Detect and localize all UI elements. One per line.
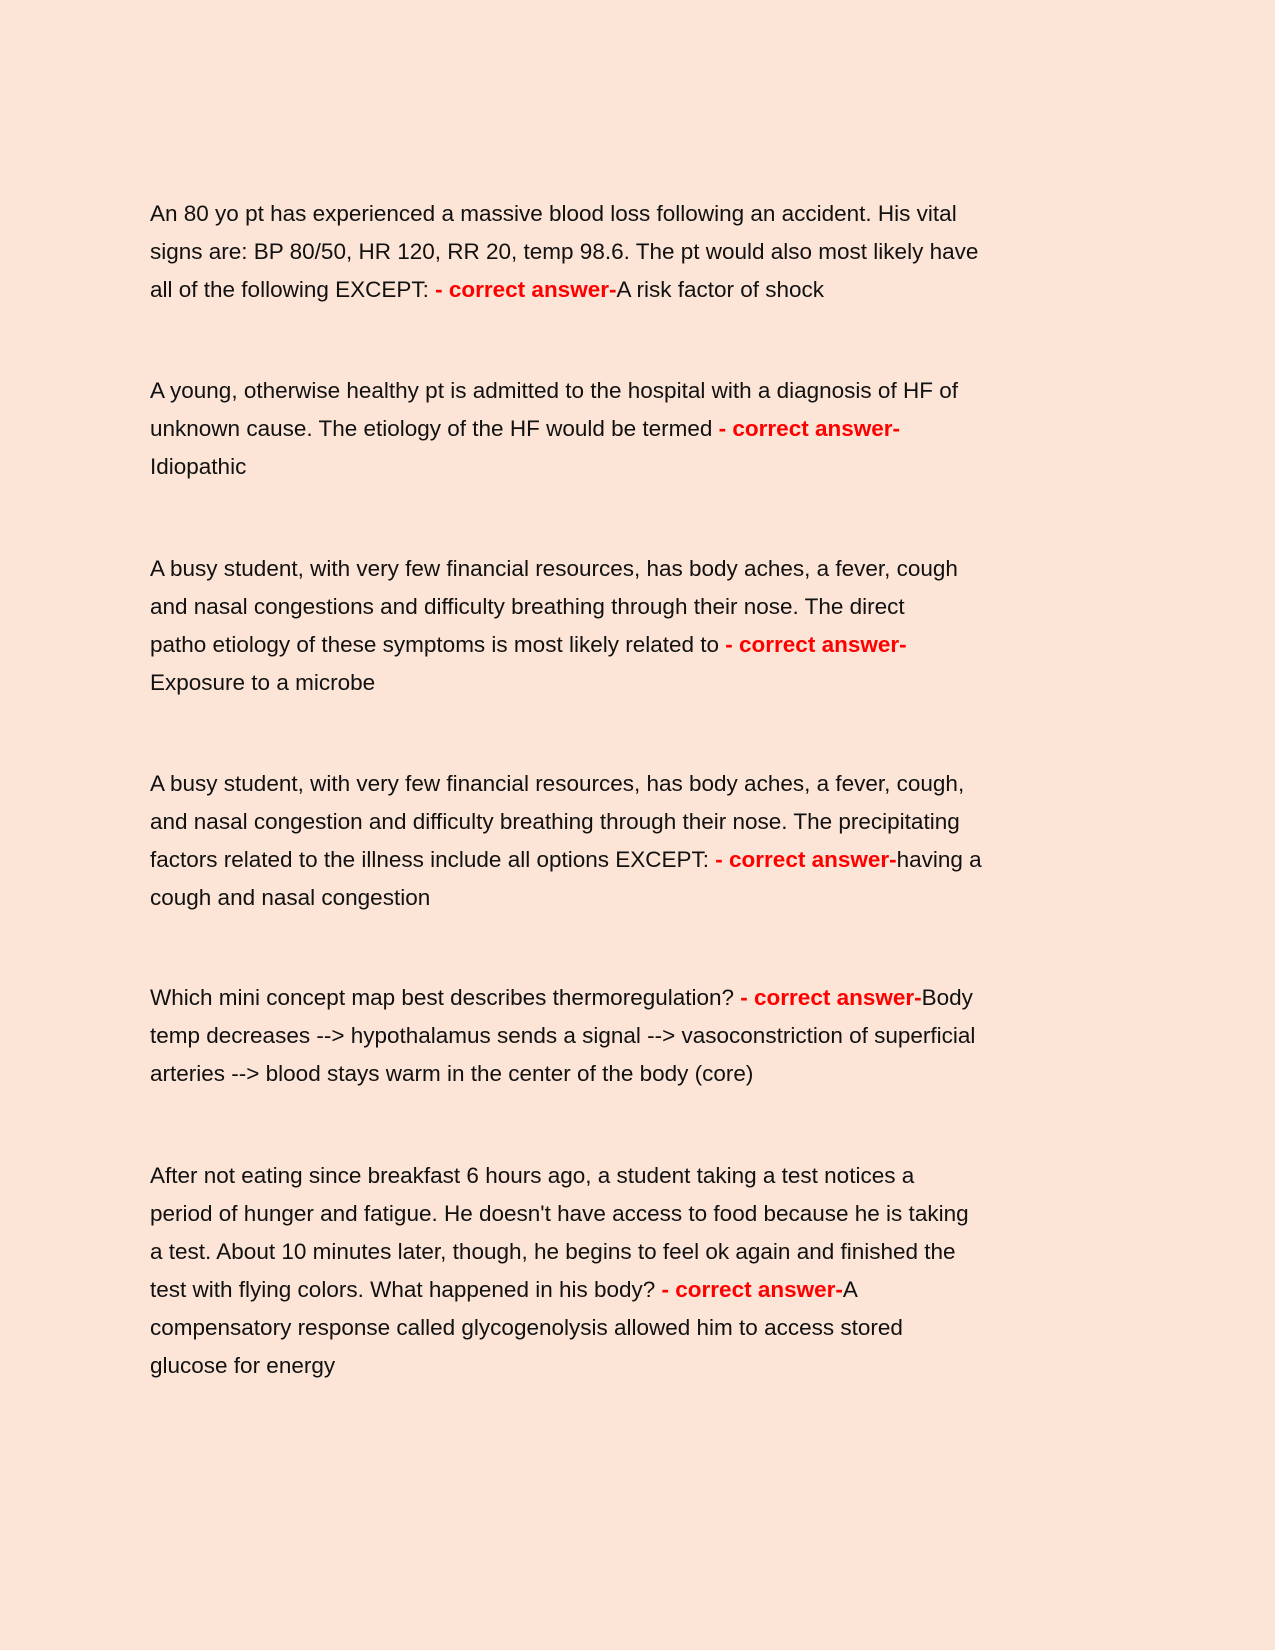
correct-answer-label: - correct answer- [718,416,900,441]
correct-answer-label: - correct answer- [715,847,897,872]
text-segment: An 80 yo pt has experienced a massive blood loss following an accident. His vital [150,201,957,226]
text-line [150,1017,975,1055]
text-line [150,1271,969,1309]
qa-item [150,1157,969,1385]
text-line [150,372,958,410]
text-segment: a test. About 10 minutes later, though, he begins to feel ok again and finished the [150,1239,956,1264]
text-segment: Exposure to a microbe [150,670,376,695]
text-line [150,765,982,803]
text-line [150,550,958,588]
text-line [150,195,978,233]
text-segment: all of the following EXCEPT: [150,277,436,302]
qa-item [150,979,975,1093]
text-line [150,664,958,702]
qa-item [150,372,958,486]
text-line [150,803,982,841]
text-line [150,1195,969,1233]
text-line [150,448,958,486]
qa-item [150,195,978,309]
text-segment: and nasal congestion and difficulty breathing through their nose. The precipitating [150,809,960,834]
text-segment: test with flying colors. What happened in his body? [150,1277,662,1302]
text-segment: A [842,1277,858,1302]
text-line [150,979,975,1017]
text-segment: arteries --> blood stays warm in the center of the body (core) [150,1061,754,1086]
text-segment: A busy student, with very few financial resources, has body aches, a fever, cough [150,556,958,581]
text-segment: unknown cause. The etiology of the HF would be termed [150,416,719,441]
text-line [150,1055,975,1093]
text-segment: having a [896,847,982,872]
qa-item [150,765,982,917]
text-segment: A risk factor of shock [616,277,825,302]
correct-answer-label: - correct answer- [740,985,922,1010]
text-line [150,1347,969,1385]
text-segment: A busy student, with very few financial resources, has body aches, a fever, cough, [150,771,965,796]
text-segment: glucose for energy [150,1353,336,1378]
correct-answer-label: - correct answer- [661,1277,843,1302]
correct-answer-label: - correct answer- [725,632,907,657]
text-segment: Body [921,985,973,1010]
text-segment: After not eating since breakfast 6 hours ago, a student taking a test notices a [150,1163,915,1188]
text-segment: patho etiology of these symptoms is most likely related to [150,632,726,657]
correct-answer-label: - correct answer- [435,277,617,302]
text-segment: period of hunger and fatigue. He doesn't have access to food because he is taking [150,1201,969,1226]
text-segment: factors related to the illness include all options EXCEPT: [150,847,716,872]
qa-item [150,550,958,702]
text-line [150,588,958,626]
text-segment: cough and nasal congestion [150,885,431,910]
text-line [150,1309,969,1347]
text-line [150,879,982,917]
text-segment: temp decreases --> hypothalamus sends a signal --> vasoconstriction of superficial [150,1023,976,1048]
text-line [150,233,978,271]
text-segment: and nasal congestions and difficulty breathing through their nose. The direct [150,594,905,619]
text-line [150,841,982,879]
text-segment: Idiopathic [150,454,247,479]
text-segment: A young, otherwise healthy pt is admitted to the hospital with a diagnosis of HF of [150,378,958,403]
text-line [150,271,978,309]
text-segment: compensatory response called glycogenolysis allowed him to access stored [150,1315,903,1340]
text-line [150,626,958,664]
text-line [150,1233,969,1271]
text-line [150,410,958,448]
text-segment: Which mini concept map best describes thermoregulation? [150,985,741,1010]
text-line [150,1157,969,1195]
text-segment: signs are: BP 80/50, HR 120, RR 20, temp 98.6. The pt would also most likely have [150,239,979,264]
